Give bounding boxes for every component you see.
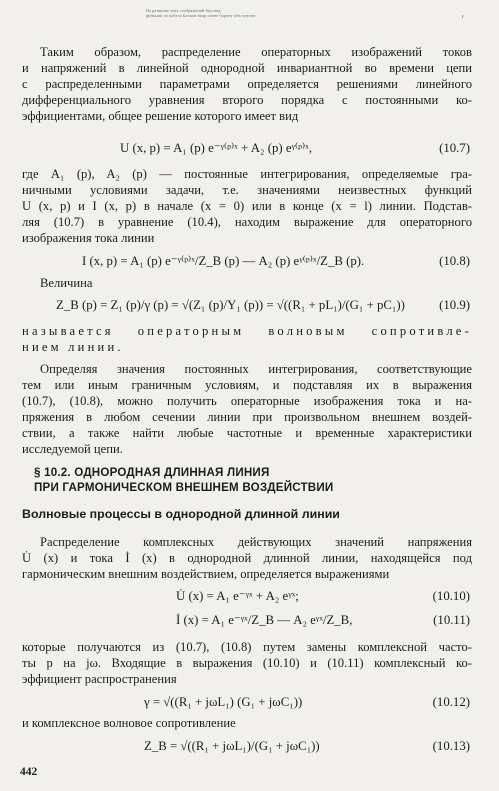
equation-number: (10.9) (439, 298, 470, 312)
equation-formula: U̇ (x) = A₁ e⁻ᵞˣ + A₂ eᵞˣ; (176, 589, 299, 603)
equation-10-8 (22, 253, 470, 270)
text-line: (10.7), (10.8), можно получить операторные изображения тока и на- (22, 394, 472, 408)
text-line: ляя (10.7) в уравнение (10.4), находим выражение для операторного (22, 215, 472, 229)
text-line: тем или иным граничным условиям, и подставляя их в выражения (22, 378, 472, 392)
text-line: пряжения в любом сечении линии при произвольном внешнем воздей- (22, 410, 472, 424)
text-line: эффициент распространения (22, 672, 177, 686)
text-line: Определяя значения постоянных интегрирования, соответствующие (40, 362, 472, 376)
equation-number: (10.13) (432, 739, 470, 753)
text-line: ствии, а также найти любые частотные и временные характеристики (22, 426, 472, 440)
corner-mark: ' (462, 14, 464, 24)
text-line: ничными условиями задачи, т.е. значениями неизвестных функций (22, 183, 472, 197)
subsection-heading: Волновые процессы в однородной длинной линии (22, 507, 340, 521)
equation-number: (10.10) (432, 589, 470, 603)
equation-10-12 (22, 694, 470, 711)
equation-formula: İ (x) = A₁ e⁻ᵞˣ/Z_В — A₂ eᵞˣ/Z_В, (176, 613, 353, 627)
text-line: изображения тока линии (22, 231, 155, 245)
text-line: которые получаются из (10.7), (10.8) путем замены комплексной часто- (22, 640, 472, 654)
text-line: ты p на jω. Входящие в выражения (10.10) и (10.11) комплексный ко- (22, 656, 472, 670)
running-head-line: функции по кабеля Блоком вкор плене борону объ-огюзов (146, 13, 256, 18)
text-line: гармоническим внешним воздействием, определяется выражениями (22, 567, 390, 581)
equation-formula: Z_В = √((R₁ + jωL₁)/(G₁ + jωC₁)) (144, 739, 320, 753)
text-line: где A₁ (p), A₂ (p) — постоянные интегрирования, определяемые гра- (22, 167, 472, 181)
equation-number: (10.7) (439, 141, 470, 155)
text-line: и напряжений в линейной однородной инвариантной во времени цепи (22, 61, 472, 75)
section-heading: § 10.2. ОДНОРОДНАЯ ДЛИННАЯ ЛИНИЯ (34, 466, 270, 479)
equation-number: (10.8) (439, 254, 470, 268)
equation-number: (10.11) (433, 613, 470, 627)
running-head-line: На развитие этих соображений был вид (146, 8, 221, 13)
text-line: Величина (40, 276, 93, 290)
text-line: с распределенными параметрами определяется решениями линейного (22, 77, 472, 91)
text-line: называется операторным волновым сопротивле- (22, 324, 472, 338)
equation-10-10 (22, 588, 470, 605)
equation-10-11 (22, 612, 470, 629)
equation-10-13 (22, 738, 470, 755)
text-line: исследуемой цепи. (22, 442, 123, 456)
equation-10-7 (22, 140, 470, 157)
equation-formula: γ = √((R₁ + jωL₁) (G₁ + jωC₁)) (144, 695, 303, 709)
text-line: эффициентами, общее решение которого имеет вид (22, 109, 299, 123)
text-line: Распределение комплексных действующих значений напряжения (40, 535, 472, 549)
equation-formula: U (x, p) = A₁ (p) e⁻ᵞ⁽ᵖ⁾ˣ + A₂ (p) eᵞ⁽ᵖ⁾ˣ, (120, 141, 313, 155)
text-line: нием линии. (22, 340, 124, 354)
text-line: U (x, p) и I (x, p) в начале (x = 0) или в конце (x = l) линии. Подстав- (22, 199, 472, 213)
running-head (146, 8, 346, 18)
equation-formula: I (x, p) = A₁ (p) e⁻ᵞ⁽ᵖ⁾ˣ/Z_В (p) — A₂ (p) eᵞ⁽ᵖ⁾ˣ/Z_В (p). (82, 254, 365, 268)
text-line: и комплексное волновое сопротивление (22, 716, 236, 730)
page-number: 442 (20, 766, 38, 778)
equation-number: (10.12) (432, 695, 470, 709)
text-line: U̇ (x) и тока İ (x) в однородной длинной линии, находящейся под (22, 551, 472, 565)
equation-10-9 (22, 297, 470, 314)
text-line: дифференциального уравнения второго порядка с постоянными ко- (22, 93, 472, 107)
equation-formula: Z_В (p) = Z₁ (p)/γ (p) = √(Z₁ (p)/Y₁ (p)) = √((R₁ + pL₁)/(G₁ + pC₁)) (56, 298, 405, 312)
section-heading: ПРИ ГАРМОНИЧЕСКОМ ВНЕШНЕМ ВОЗДЕЙСТВИИ (34, 481, 334, 494)
text-line: Таким образом, распределение операторных изображений токов (40, 45, 472, 59)
